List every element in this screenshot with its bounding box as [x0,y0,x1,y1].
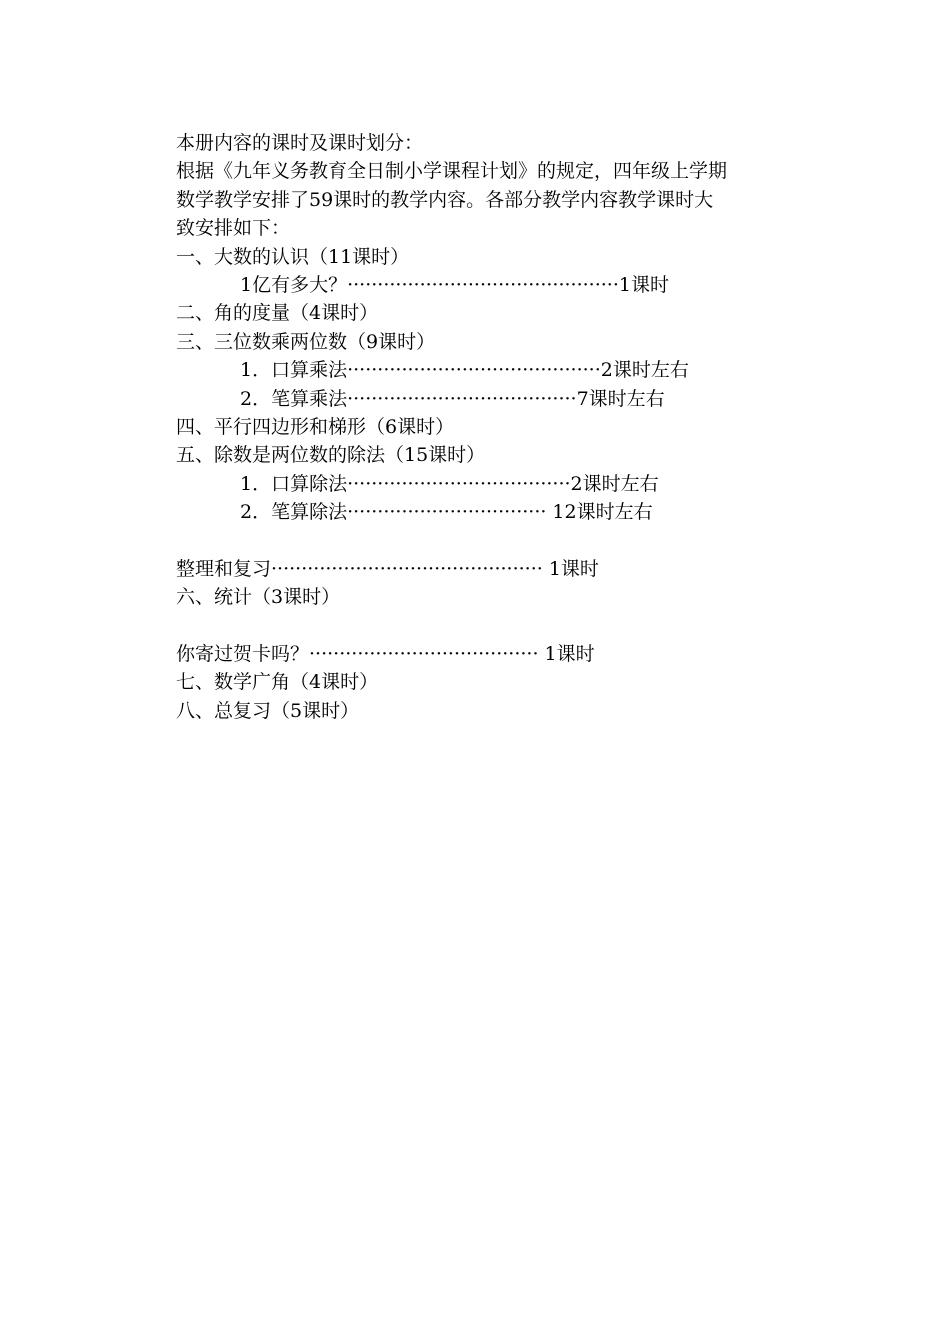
document-heading: 本册内容的课时及课时划分： [176,132,424,154]
activity-item: 你寄过贺卡吗？······································ 1课时 [176,643,595,666]
unit-7-title: 七、数学广角（4课时） [176,671,379,694]
unit-1-title: 一、大数的认识（11课时） [176,245,410,268]
unit-2-title: 二、角的度量（4课时） [176,302,379,325]
unit-5-title: 五、除数是两位数的除法（15课时） [176,444,486,467]
unit-3-title: 三、三位数乘两位数（9课时） [176,330,436,353]
unit-1-lesson-1: 1亿有多大？·············································1课时 [240,273,669,296]
document-body [176,129,796,725]
unit-5-lesson-2: 2．笔算除法································· 12课时左右 [240,501,653,524]
intro-line-1: 根据《九年义务教育全日制小学课程计划》的规定，四年级上学期 [176,160,728,183]
unit-3-lesson-2: 2．笔算乘法······································7课时左右 [240,387,665,410]
intro-line-2: 数学教学安排了59课时的教学内容。各部分教学内容教学课时大 [176,188,714,211]
review-item: 整理和复习············································· 1课时 [176,557,599,580]
unit-4-title: 四、平行四边形和梯形（6课时） [176,415,455,438]
unit-3-lesson-1: 1．口算乘法··········································2课时左右 [240,359,689,382]
blank-line [176,526,796,554]
intro-line-3: 致安排如下： [176,217,291,240]
unit-6-title: 六、统计（3课时） [176,586,341,609]
unit-5-lesson-1: 1．口算除法·····································2课时左右 [240,472,659,495]
blank-line [176,612,796,640]
unit-8-title: 八、总复习（5课时） [176,699,360,722]
